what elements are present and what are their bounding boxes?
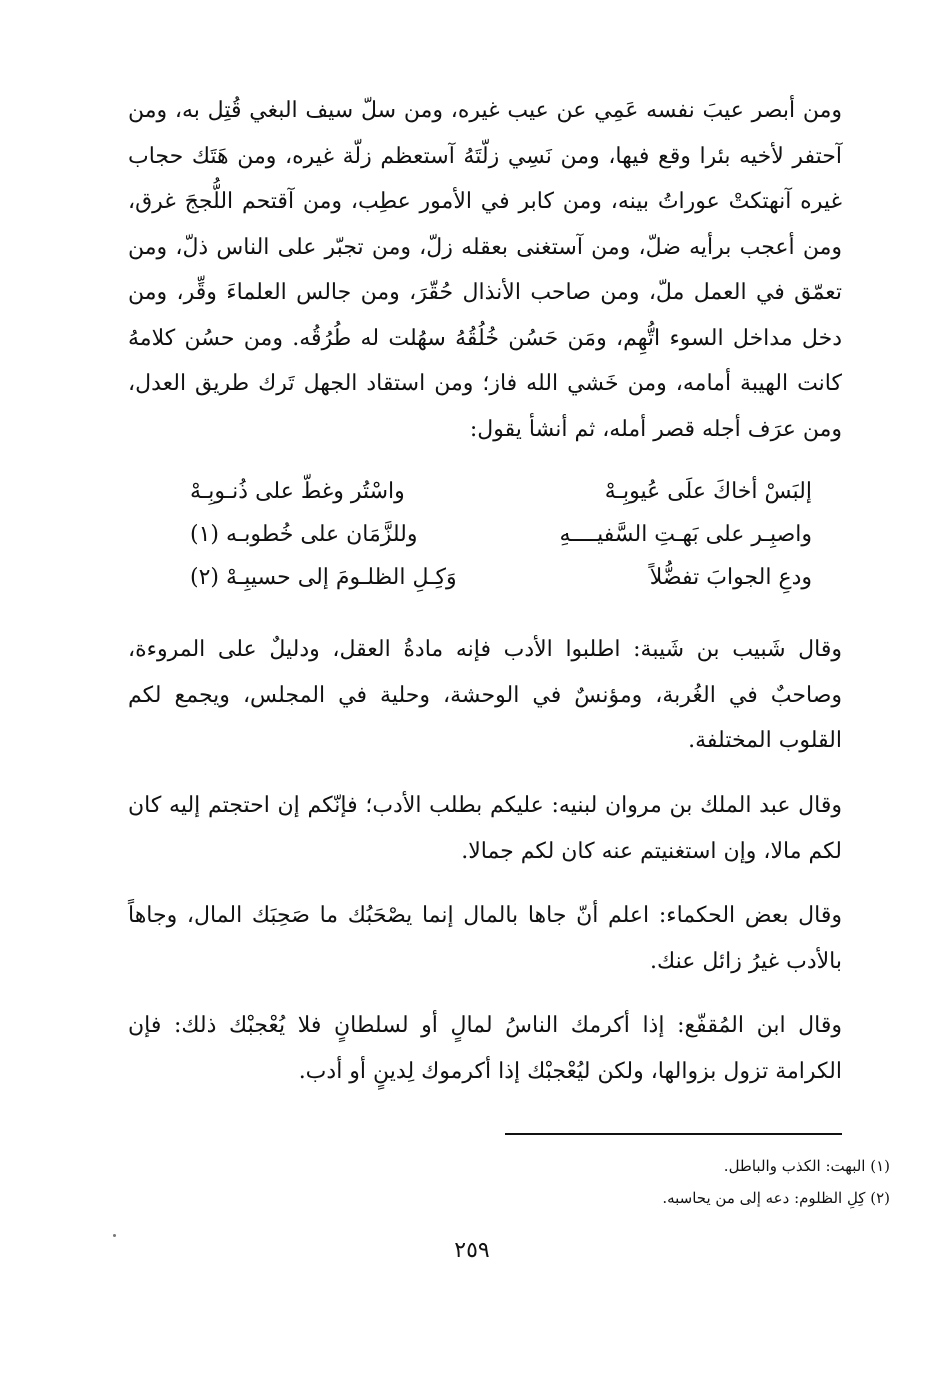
paragraph-text: ومن أبصر عيبَ نفسه عَمِي عن عيب غيره، ومن سلّ سيف البغي قُتِل به، ومن آحتفر لأخيه بئرا وقع فيها، ومن نَسِي زلّتَهُ آستعظم زلّة غيره، ومن هَتَك حجاب غيره آنهتكتْ عوراتُ بينه، ومن كابر في الأمور عطِب، ومن آقتحم اللُّججَ غرق، ومن أعجب برأيه ضلّ، ومن آستغنى بعقله زلّ، ومن تجبّر على الناس ذلّ، ومن تعمّق في العمل ملّ، ومن صاحب الأنذال حُقّرَ، ومن جالس العلماءَ وقِّر، ومن دخل مداخل السوء اتُّهِم، ومَن حَسُن خُلُقُهُ سهُلت له طُرُقُه. ومن حسُن كلامهُ كانت الهيبة أمامه، ومن خَشي الله فاز؛ ومن استقاد الجهل تَرك طريق العدل، ومن عرَف أجله قصر أمله، ثم أنشأ يقول: [128,98,842,442]
poem-hemistich-second: وَكِـلِ الظلـومَ إلى حسيبِـهْ (٢) [190,565,457,590]
footnote-item: (١) البهت: الكذب والباطل. [723,1157,890,1175]
paragraph-text: وقال عبد الملك بن مروان لبنيه: عليكم بطلب الأدب؛ فإنّكم إن احتجتم إليه كان لكم مالا، وإن استغنيتم عنه كان لكم جمالا. [128,793,842,864]
footnote-item: (٢) كِلِ الظلوم: دعه إلى من يحاسبه. [662,1189,890,1207]
poem-verse [190,470,812,513]
paragraph-shabib [128,627,842,764]
paragraph-ibn-muqaffa [128,1003,842,1094]
poem-block [190,470,812,599]
poem-verse [190,513,812,556]
paragraph-hukama [128,893,842,984]
paragraph-abd-al-malik [128,783,842,874]
poem-hemistich-first: إلبَسْ أخاكَ علَى عُيوبِـهْ [604,479,812,504]
poem-hemistich-second: وللزَّمَان على خُطوبـه (١) [190,522,418,547]
footnote-divider [505,1133,842,1135]
poem-hemistich-first: واصبِـر على بَهـتِ السَّفيــــهِ [559,522,812,547]
poem-hemistich-second: واسْتُر وغطّ على ذُنـوبِـهْ [190,479,405,504]
paragraph-sayings [128,88,842,452]
paragraph-text: وقال بعض الحكماء: اعلم أنّ جاها بالمال إنما يصْحَبُك ما صَحِبَك المال، وجاهاً بالأدب غيرُ زائل عنك. [128,903,842,974]
paragraph-text: وقال شَبيب بن شَيبة: اطلبوا الأدب فإنه مادةُ العقل، ودليلٌ على المروءة، وصاحبٌ في الغُربة، ومؤنسٌ في الوحشة، وحلية في المجلس، ويجمع لكم القلوب المختلفة. [128,637,842,753]
footnotes [400,1150,890,1214]
scan-speck [113,1234,116,1237]
page-number: ٢٥٩ [454,1238,490,1263]
paragraph-text: وقال ابن المُقفّع: إذا أكرمك الناسُ لمالٍ أو لسلطانٍ فلا يُعْجبْك ذلك: فإن الكرامة تزول بزوالها، ولكن ليُعْجبْك إذا أكرموك لِدينٍ أو أدب. [128,1013,842,1084]
poem-hemistich-first: ودعِ الجوابَ تفضُّلاً [649,565,812,590]
poem-verse [190,556,812,599]
